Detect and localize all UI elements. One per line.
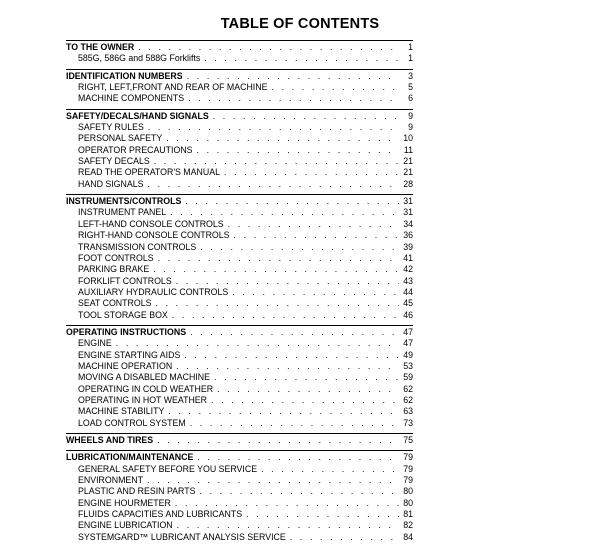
- toc-section: [66, 40, 413, 65]
- dot-leader: [156, 298, 400, 309]
- toc-page-number: 36: [403, 230, 413, 241]
- toc-entry[interactable]: [66, 219, 413, 230]
- toc-page-number: 47: [403, 326, 413, 337]
- toc-entry[interactable]: [66, 276, 413, 287]
- dot-leader: [197, 145, 399, 156]
- toc-section-heading[interactable]: [66, 111, 413, 122]
- toc-entry-label: OPERATOR PRECAUTIONS: [78, 144, 193, 155]
- dot-leader: [138, 42, 399, 53]
- toc-entry[interactable]: [66, 310, 413, 321]
- dot-leader: [190, 418, 399, 429]
- toc-entry-label: TRANSMISSION CONTROLS: [78, 241, 197, 252]
- dot-leader: [187, 71, 399, 82]
- toc-page-number: 81: [403, 509, 413, 520]
- dot-leader: [228, 219, 399, 230]
- toc-page-number: 6: [408, 93, 413, 104]
- dot-leader: [271, 82, 399, 93]
- toc-section: [66, 69, 413, 105]
- dot-leader: [188, 93, 399, 104]
- toc-section: [66, 109, 413, 190]
- dot-leader: [185, 196, 399, 207]
- dot-leader: [217, 384, 399, 395]
- toc-section: [66, 433, 413, 446]
- dot-leader: [172, 310, 399, 321]
- toc-entry-label: OPERATING INSTRUCTIONS: [66, 326, 187, 337]
- toc-entry[interactable]: [66, 395, 413, 406]
- toc-page-number: 21: [403, 156, 413, 167]
- toc-entry[interactable]: [66, 207, 413, 218]
- toc-page-number: 45: [403, 298, 413, 309]
- toc-page-number: 42: [403, 264, 413, 275]
- toc-entry-label: SEAT CONTROLS: [78, 298, 152, 309]
- dot-leader: [175, 498, 399, 509]
- toc-entry[interactable]: [66, 167, 413, 178]
- toc-entry-label: PERSONAL SAFETY: [78, 133, 163, 144]
- toc-entry[interactable]: [66, 464, 413, 475]
- toc-entry[interactable]: [66, 93, 413, 104]
- toc-page-number: 21: [403, 167, 413, 178]
- toc-page-number: 73: [403, 417, 413, 428]
- toc-entry-label: LEFT-HAND CONSOLE CONTROLS: [78, 218, 224, 229]
- toc-entry[interactable]: [66, 520, 413, 531]
- toc-section-heading[interactable]: [66, 327, 413, 338]
- dot-leader: [246, 509, 399, 520]
- toc-entry[interactable]: [66, 338, 413, 349]
- dot-leader: [211, 395, 399, 406]
- toc-page-number: 75: [403, 435, 413, 445]
- toc-entry-label: ENGINE LUBRICATION: [78, 520, 173, 531]
- toc-page-number: 39: [403, 241, 413, 252]
- toc-entry[interactable]: [66, 179, 413, 190]
- toc-entry-label: OPERATING IN HOT WEATHER: [78, 394, 208, 405]
- toc-entry-label: MACHINE STABILITY: [78, 406, 165, 417]
- dot-leader: [148, 122, 399, 133]
- toc-entry-label: PLASTIC AND RESIN PARTS: [78, 486, 196, 497]
- toc-page-number: 49: [403, 349, 413, 360]
- toc-page-number: 1: [408, 53, 413, 64]
- toc-entry[interactable]: [66, 122, 413, 133]
- toc-entry[interactable]: [66, 350, 413, 361]
- toc-page-number: 84: [403, 531, 413, 542]
- toc-entry-label: OPERATING IN COLD WEATHER: [78, 383, 214, 394]
- toc-page-number: 79: [403, 475, 413, 486]
- toc-page-number: 47: [403, 338, 413, 349]
- toc-page-number: 9: [408, 110, 413, 121]
- toc-section-heading[interactable]: [66, 452, 413, 463]
- toc-entry-label: 585G, 586G and 588G Forklifts: [78, 53, 201, 64]
- toc-entry-label: SYSTEMGARD™ LUBRICANT ANALYSIS SERVICE: [78, 531, 286, 542]
- toc-entry[interactable]: [66, 486, 413, 497]
- toc-section-heading[interactable]: [66, 42, 413, 53]
- toc-page-number: 5: [408, 82, 413, 93]
- toc-page-number: 9: [408, 122, 413, 133]
- dot-leader: [154, 156, 399, 167]
- toc-entry[interactable]: [66, 361, 413, 372]
- toc-entry[interactable]: [66, 264, 413, 275]
- toc-entry-label: MACHINE COMPONENTS: [78, 93, 185, 104]
- toc-entry-label: TOOL STORAGE BOX: [78, 309, 168, 320]
- toc-entry-label: GENERAL SAFETY BEFORE YOU SERVICE: [78, 463, 258, 474]
- dot-leader: [166, 133, 399, 144]
- dot-leader: [176, 276, 399, 287]
- toc-page-number: 79: [403, 463, 413, 474]
- toc-page-number: 63: [403, 406, 413, 417]
- dot-leader: [200, 242, 399, 253]
- toc-page-number: 82: [403, 520, 413, 531]
- toc-entry[interactable]: [66, 532, 413, 543]
- toc-entry-label: FOOT CONTROLS: [78, 252, 154, 263]
- toc-entry[interactable]: [66, 145, 413, 156]
- toc-page-number: 43: [403, 275, 413, 286]
- toc-entry[interactable]: [66, 242, 413, 253]
- toc-section: [66, 325, 413, 429]
- toc-entry[interactable]: [66, 384, 413, 395]
- toc-entry[interactable]: [66, 372, 413, 383]
- dot-leader: [213, 111, 399, 122]
- toc-entry-label: SAFETY DECALS: [78, 156, 150, 167]
- toc-entry[interactable]: [66, 509, 413, 520]
- toc-entry[interactable]: [66, 418, 413, 429]
- toc-section: [66, 450, 413, 543]
- toc-entry[interactable]: [66, 498, 413, 509]
- toc-entry[interactable]: [66, 133, 413, 144]
- dot-leader: [153, 264, 399, 275]
- toc-entry-label: READ THE OPERATOR'S MANUAL: [78, 167, 220, 178]
- dot-leader: [176, 361, 399, 372]
- toc-page-number: 80: [403, 497, 413, 508]
- toc-page-number: 41: [403, 252, 413, 263]
- toc-entry-label: INSTRUMENT PANEL: [78, 207, 167, 218]
- toc-entry-label: MOVING A DISABLED MACHINE: [78, 372, 210, 383]
- dot-leader: [168, 406, 399, 417]
- table-of-contents: [66, 40, 413, 547]
- page-title: TABLE OF CONTENTS: [220, 16, 380, 32]
- toc-section-heading[interactable]: [66, 435, 413, 446]
- dot-leader: [234, 230, 399, 241]
- toc-entry-label: SAFETY/DECALS/HAND SIGNALS: [66, 110, 209, 121]
- toc-entry-label: RIGHT-HAND CONSOLE CONTROLS: [78, 230, 230, 241]
- dot-leader: [147, 475, 399, 486]
- toc-entry-label: FORKLIFT CONTROLS: [78, 275, 172, 286]
- toc-entry[interactable]: [66, 298, 413, 309]
- toc-entry[interactable]: [66, 82, 413, 93]
- toc-page-number: 3: [408, 70, 413, 81]
- dot-leader: [261, 464, 399, 475]
- dot-leader: [204, 53, 399, 64]
- toc-entry[interactable]: [66, 156, 413, 167]
- toc-entry-label: HAND SIGNALS: [78, 178, 144, 189]
- toc-page-number: 62: [403, 383, 413, 394]
- toc-page-number: 53: [403, 360, 413, 371]
- toc-entry-label: TO THE OWNER: [66, 42, 135, 52]
- toc-entry-label: WHEELS AND TIRES: [66, 435, 154, 445]
- toc-entry-label: AUXILIARY HYDRAULIC CONTROLS: [78, 286, 229, 297]
- toc-entry-label: IDENTIFICATION NUMBERS: [66, 70, 183, 81]
- toc-entry[interactable]: [66, 475, 413, 486]
- dot-leader: [116, 338, 399, 349]
- toc-page-number: 59: [403, 372, 413, 383]
- dot-leader: [184, 350, 399, 361]
- toc-entry-label: SAFETY RULES: [78, 122, 144, 133]
- toc-entry-label: LOAD CONTROL SYSTEM: [78, 417, 186, 428]
- toc-entry[interactable]: [66, 287, 413, 298]
- toc-page-number: 80: [403, 486, 413, 497]
- dot-leader: [157, 435, 399, 446]
- toc-page-number: 44: [403, 286, 413, 297]
- toc-section-heading[interactable]: [66, 71, 413, 82]
- dot-leader: [148, 179, 399, 190]
- toc-entry-label: RIGHT, LEFT,FRONT AND REAR OF MACHINE: [78, 82, 268, 93]
- toc-page-number: 62: [403, 394, 413, 405]
- toc-section: [66, 194, 413, 321]
- toc-page-number: 28: [403, 178, 413, 189]
- toc-section-heading[interactable]: [66, 196, 413, 207]
- dot-leader: [190, 327, 399, 338]
- toc-entry[interactable]: [66, 53, 413, 64]
- toc-entry-label: FLUIDS CAPACITIES AND LUBRICANTS: [78, 509, 243, 520]
- toc-entry-label: ENGINE: [78, 338, 112, 349]
- dot-leader: [170, 207, 399, 218]
- dot-leader: [200, 486, 400, 497]
- dot-leader: [177, 520, 399, 531]
- toc-page-number: 11: [403, 144, 413, 155]
- dot-leader: [197, 452, 399, 463]
- toc-entry[interactable]: [66, 230, 413, 241]
- toc-page-number: 79: [403, 452, 413, 463]
- toc-entry-label: PARKING BRAKE: [78, 264, 150, 275]
- dot-leader: [214, 372, 399, 383]
- toc-entry-label: MACHINE OPERATION: [78, 360, 173, 371]
- toc-entry-label: ENGINE HOURMETER: [78, 497, 171, 508]
- dot-leader: [290, 532, 399, 543]
- toc-page-number: 46: [403, 309, 413, 320]
- toc-entry[interactable]: [66, 406, 413, 417]
- toc-page-number: 34: [403, 218, 413, 229]
- toc-entry-label: LUBRICATION/MAINTENANCE: [66, 452, 194, 463]
- toc-entry-label: ENVIRONMENT: [78, 475, 144, 486]
- toc-page-number: 31: [403, 196, 413, 207]
- dot-leader: [158, 253, 399, 264]
- toc-page-number: 31: [403, 207, 413, 218]
- dot-leader: [232, 287, 399, 298]
- toc-page-number: 10: [403, 133, 413, 144]
- dot-leader: [224, 167, 399, 178]
- toc-entry[interactable]: [66, 253, 413, 264]
- toc-entry-label: ENGINE STARTING AIDS: [78, 349, 181, 360]
- toc-entry-label: INSTRUMENTS/CONTROLS: [66, 196, 182, 207]
- toc-page-number: 1: [408, 42, 413, 52]
